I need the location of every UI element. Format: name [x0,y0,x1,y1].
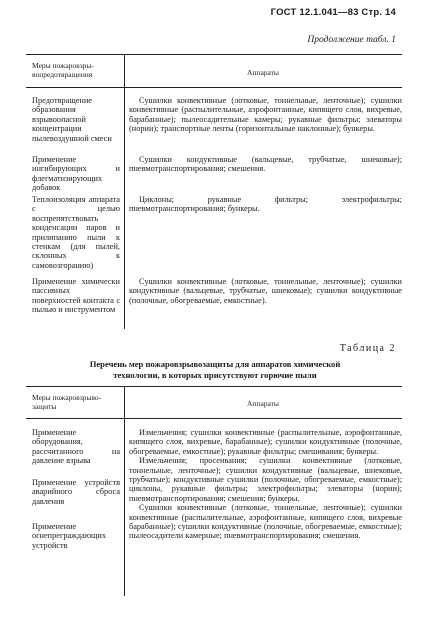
table2-apparatus-para-2: Измельчения; просеивания; сушилки конвективные (лотковые, тоннельные, ленточные); сушилки кондуктивные (вальцевые, шнековые, трубчатые); кондуктивные сушилки (полочные, обогреваемые, емкостные); циклоны, рукавные фильтры; электрофильтры; элеваторы (нории); пневмотранспортирования; смешения; бункеры. [129,456,402,503]
table2-measure-1: Применение оборудования, рассчитанного на давление взрыва [32,428,120,466]
table2-top-rule [26,386,402,387]
table1-apparatus-header: Аппараты [247,68,279,77]
table1-measure-4: Применение химически пассивных поверхностей контакта с пылью и инструментом [32,277,120,315]
table2-measure-2: Применение устройств аварийного сброса давления [32,478,120,506]
table1-top-rule [26,54,402,55]
table2-apparatus-para-1: Измельчения; сушилки конвективные (распылительные, аэрофонтанные, кипящего слоя, вихревые, барабанные); сушилки кондуктивные (полочные, обогреваемые, емкостные); рукавные фильтры; смешивания; бункеры. [129,428,402,456]
table2-measure-3: Применение огнепреграждающих устройств [32,522,106,550]
standard-header: ГОСТ 12.1.041—83 Стр. 14 [270,7,396,18]
table2-apparatus-header: Аппараты [247,399,279,408]
table1-apparatus-1: Сушилки конвективные (лотковые, тоннельные, ленточные); сушилки конвективные (распылительные, аэрофонтанные, кипящего слоя, вихревые, барабанные); пылеосадительные камеры; рукавные фильтры; элеваторы (нории); транспортные ленты (горизонтальные наклонные); бункеры. [129,96,402,134]
table1-apparatus-2: Сушилки кондуктивные (вальцевые, трубчатые, шнековые); пневмотранспортирования; смешения. [129,155,402,174]
table2-column-divider [124,386,125,596]
table1-header-rule [26,87,402,88]
table1-apparatus-4: Сушилки конвективные (лотковые, тоннельные, ленточные); сушилки кондуктивные (вальцевые, трубчатые, шнековые); сушилки кондуктивные (полочные, обогреваемые, емкостные). [129,277,402,305]
table2-apparatus-para-3: Сушилки конвективные (лотковые, тоннельные, ленточные); сушилки конвективные (распылительные, аэрофонтанные, кипящего слоя, вихревые барабанные); сушилки кондуктивные (полочные, обогреваемые, емкостные); пылеосадители камерные; пневмотранспортирования; смешения. [129,503,402,541]
table1-measure-1: Предотвращение образования взрывоопасной концентрации пылевоздушной смеси [32,96,112,143]
table2-measures-header: Меры пожаровзрыво- защиты [32,393,102,411]
table1-measures-header: Меры пожаровзры- вопредотвращения [32,61,94,79]
table2-label: Таблица 2 [339,343,396,354]
table1-measure-3: Теплоизоляция аппарата с целью воспрепятствовать конденсации паров и прилипанию пыли к стенкам (для пылей, склонных к самовозгоранию) [32,195,120,270]
table1-apparatus-3: Циклоны; рукавные фильтры; электрофильтры; пневмотранспортирования; бункеры. [129,195,402,214]
table2-apparatus-block [129,428,402,541]
continuation-label: Продолжение табл. 1 [307,35,396,45]
table2-header-rule [26,418,402,419]
table1-measure-2: Применение ингибирующих и флегматизирующих добавок [32,155,120,193]
table1-column-divider [124,54,125,329]
table2-caption: Перечень мер пожаровзрывозащиты для аппаратов химической технологии, в которых присутствуют горючие пыли [89,359,341,380]
